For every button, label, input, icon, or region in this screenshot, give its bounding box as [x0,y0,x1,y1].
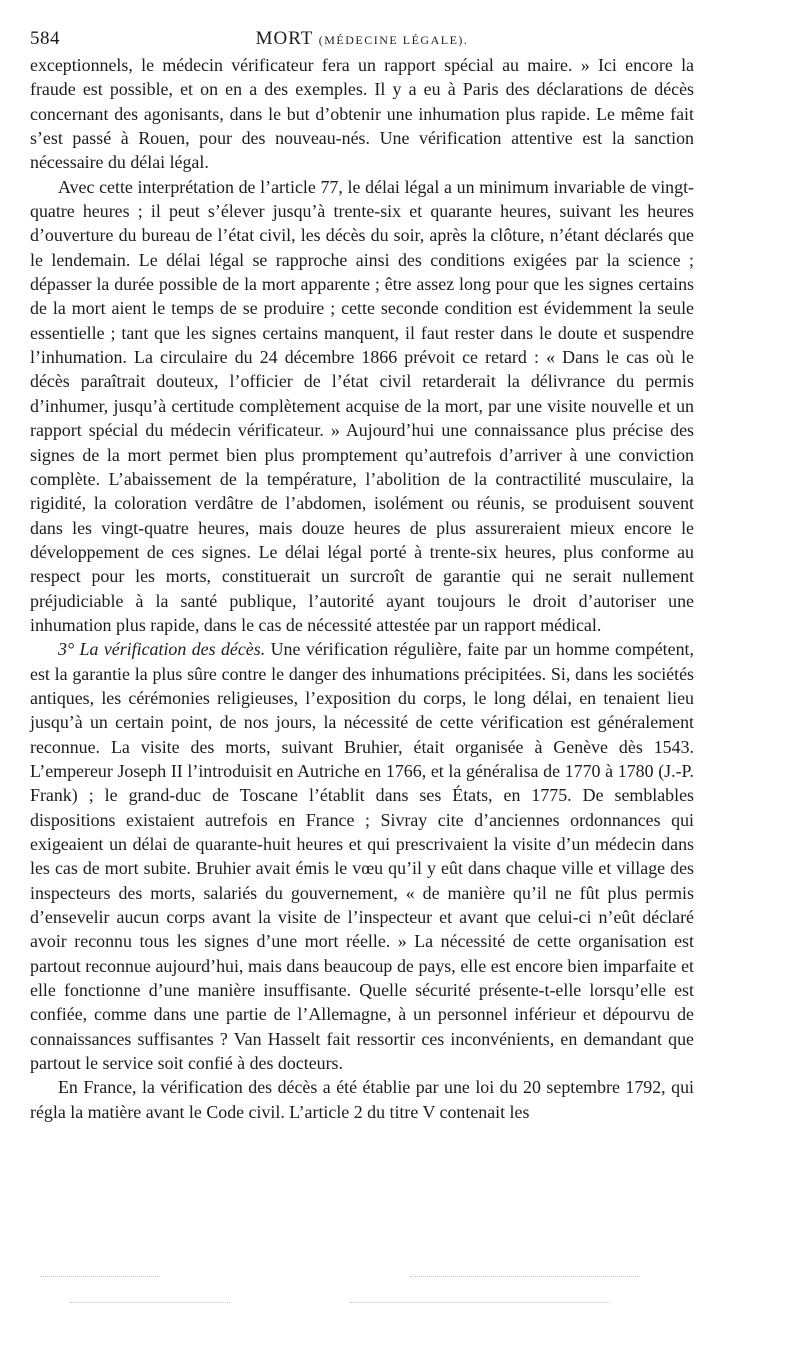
bleed-mark [410,1276,640,1277]
paragraph-verification-text: Une vérification régulière, faite par un homme compétent, est la garantie la plus sûre contre le danger des inhumations précipitées. Si, dans les sociétés antiques, les cérémonies religieuses, l’exposition du corps, le long délai, en tenaient lieu jusqu’à un certain point, de nos jours, la nécessité de cette vérification est généralement reconnue. La visite des morts, suivant Bruhier, était organisée à Genève dès 1543. L’empereur Joseph II l’introduisit en Autriche en 1766, et la généralisa de 1770 à 1780 (J.-P. Frank) ; le grand-duc de Toscane l’établit dans ses États, en 1775. De semblables dispositions existaient autrefois en France ; Sivray cite d’anciennes ordonnances qui exigeaient un délai de quarante-huit heures et qui prescrivaient la visite d’un médecin dans les cas de mort subite. Bruhier avait émis le vœu qu’il y eût dans chaque ville et village des inspecteurs des morts, salariés du gouvernement, « de manière qu’il ne fût plus permis d’ensevelir aucun corps avant la visite de l’inspecteur et avant que celui-ci n’eût déclaré avoir reconnu tous les signes d’une mort réelle. » La nécessité de cette organisation est partout reconnue aujourd’hui, mais dans beaucoup de pays, elle est encore bien imparfaite et elle fonctionne d’une manière insuffisante. Quelle sécurité présente-t-elle lorsqu’elle est confiée, comme dans une partie de l’Allemagne, à un personnel inférieur et dépourvu de connaissances suffisantes ? Van Hasselt fait ressortir ces inconvénients, en demandant que partout le service soit confié à des docteurs. [30,639,694,1074]
running-head-title: MORT [255,28,314,49]
section-heading: 3° La vérification des décès. [58,639,266,660]
book-page [30,26,694,1124]
running-head [30,26,694,53]
bleed-mark [350,1302,610,1303]
paragraph-legal-delay: Avec cette interprétation de l’article 77, le délai légal a un minimum invariable de vingt-quatre heures ; il peut s’élever jusqu’à trente-six et quarante heures, suivant les heures d’ouverture du bureau de l’état civil, les décès du soir, après la clôture, n’étant déclarés que le lendemain. Le délai légal se rapproche ainsi des conditions exigées par la science ; dépasser la durée possible de la mort apparente ; être assez long pour que les signes certains de la mort aient le temps de se produire ; cette seconde condition est évidemment la seule essentielle ; tant que les signes certains manquent, il faut rester dans le doute et suspendre l’inhumation. La circulaire du 24 décembre 1866 prévoit ce retard : « Dans le cas où le décès paraîtrait douteux, l’officier de l’état civil retarderait la délivrance du permis d’inhumer, jusqu’à certitude complètement acquise de la mort, par une visite nouvelle et un rapport spécial du médecin vérificateur. » Aujourd’hui une connaissance plus précise des signes de la mort permet bien plus promptement qu’autrefois d’arriver à une conviction complète. L’abaissement de la température, l’abolition de la contractilité musculaire, la rigidité, la coloration verdâtre de l’abdomen, isolément ou réunis, se produisent souvent dans les vingt-quatre heures, mais douze heures de plus assureraient mieux encore le développement de ces signes. Le délai légal porté à trente-six heures, plus conforme au respect pour les morts, constituerait un surcroît de garantie qui ne serait nullement préjudiciable à la santé publique, l’autorité ayant toujours le droit d’autoriser une inhumation plus rapide, dans le cas de nécessité attestée par un rapport médical. [30,176,694,635]
paragraph-france-law: En France, la vérification des décès a été établie par une loi du 20 septembre 1792, qui régla la matière avant le Code civil. L’article 2 du titre V contenait les [30,1077,694,1122]
bleed-mark [40,1276,160,1277]
page-number: 584 [30,28,60,49]
body-text [30,53,694,1124]
footer-bleed-through [30,1268,694,1328]
paragraph-continuation: exceptionnels, le médecin vérificateur fera un rapport spécial au maire. » Ici encore la fraude est possible, et on en a des exemples. Il y a eu à Paris des déclarations de décès concernant des agonisants, dans le but d’obtenir une inhumation plus rapide. Le même fait s’est passé à Rouen, pour des nouveau-nés. Une vérification attentive est la sanction nécessaire du délai légal. [30,55,694,173]
running-head-subtitle: (MÉDECINE LÉGALE). [318,33,469,47]
page-header [30,26,694,52]
bleed-mark [70,1302,230,1303]
paragraph-verification [30,637,694,1075]
